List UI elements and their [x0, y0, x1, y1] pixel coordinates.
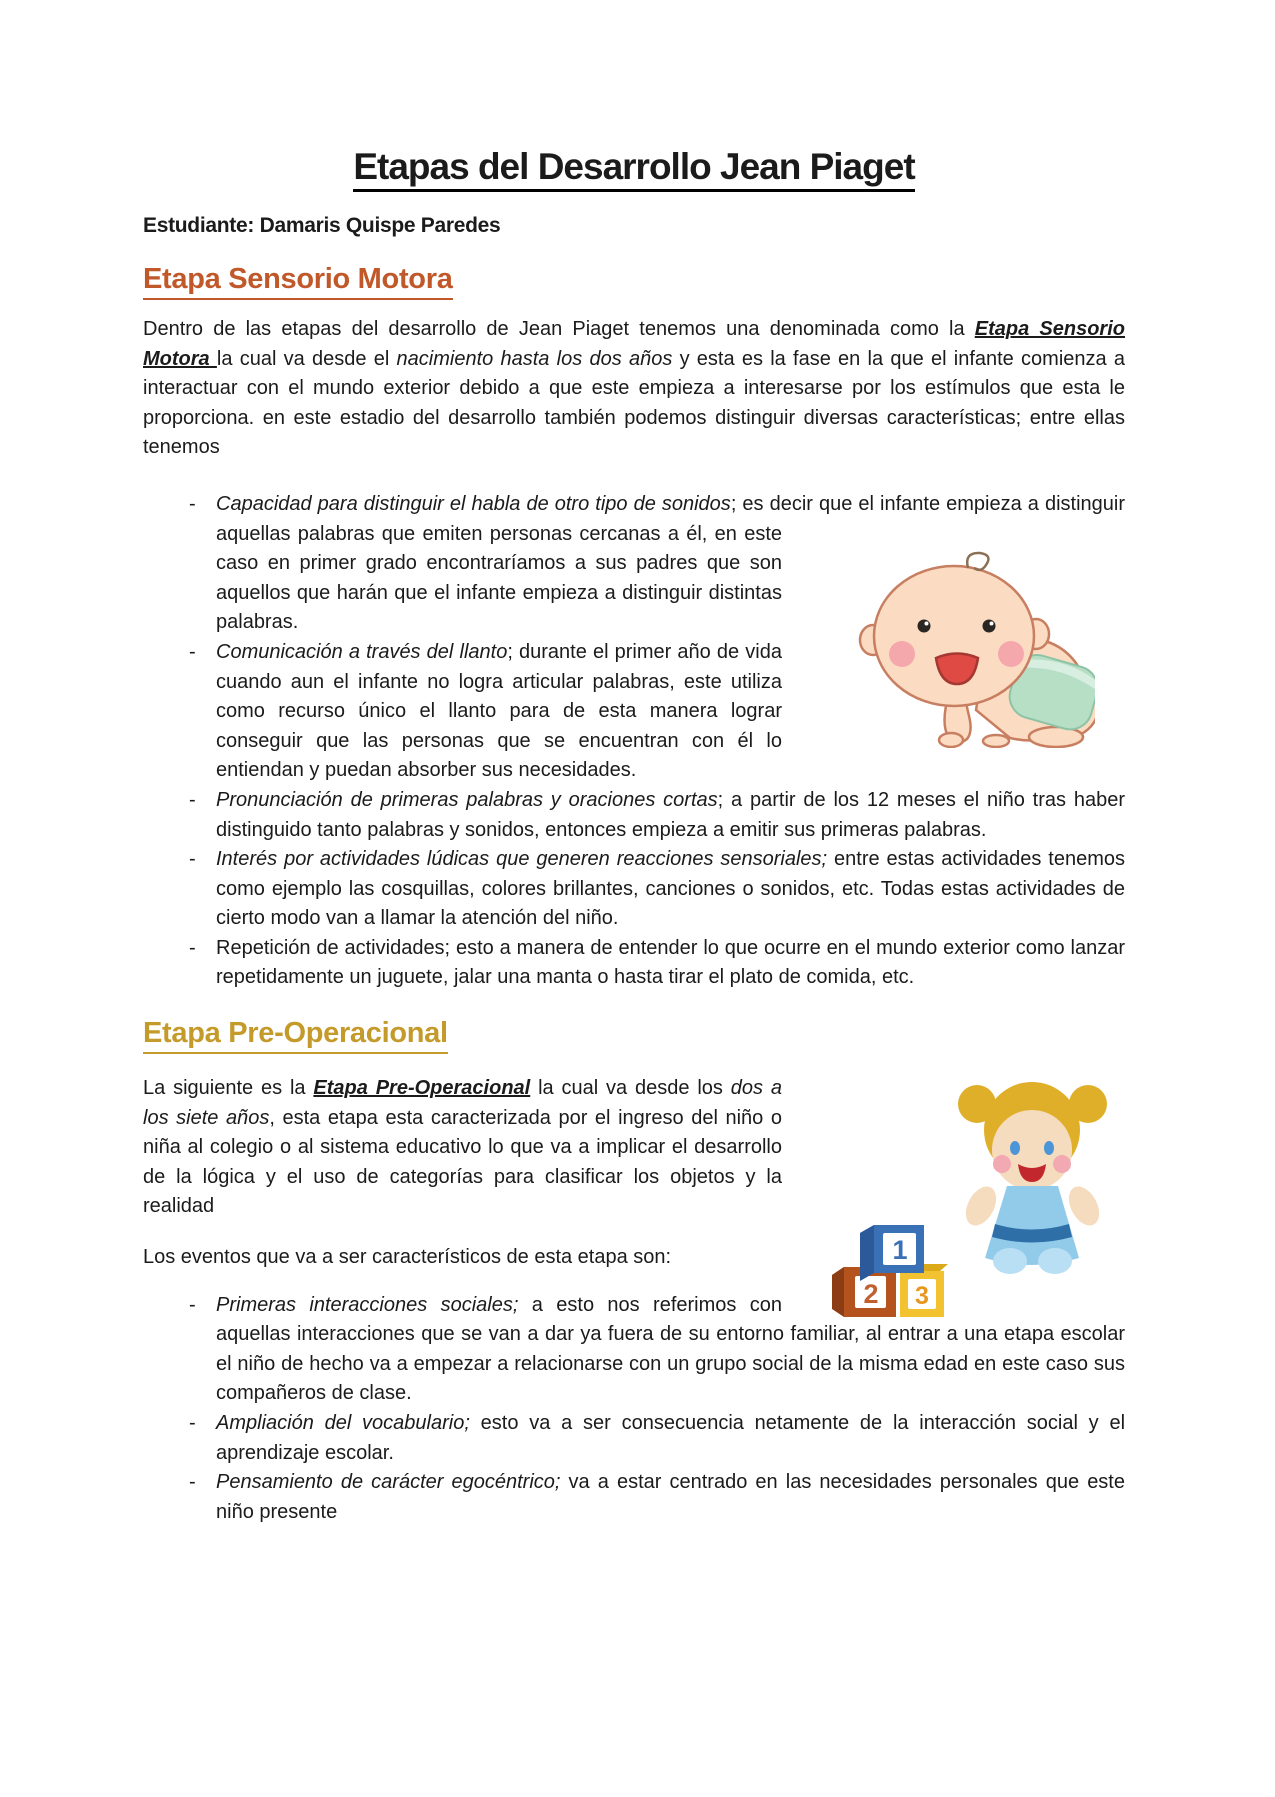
document-page — [0, 146, 1275, 1797]
block-number-2: 2 — [863, 1279, 879, 1310]
section-heading-sensorio-motora — [143, 262, 1125, 300]
dash-bullet-icon: - — [189, 788, 196, 811]
list-item — [143, 786, 1125, 845]
text-run: va a estar centrado en las necesidades personales que este niño presente — [216, 1471, 1125, 1523]
dash-bullet-icon: - — [189, 640, 196, 663]
list-item — [143, 1291, 1125, 1409]
block-number-3: 3 — [915, 1282, 929, 1311]
text-run-italic: Pronunciación de primeras palabras y oraciones cortas — [216, 788, 718, 811]
text-run-italic: Comunicación a través del llanto — [216, 640, 508, 663]
list-item — [143, 934, 1125, 993]
text-run: La siguiente es la — [143, 1077, 314, 1100]
list-item — [143, 845, 1125, 934]
text-run-italic: Ampliación del vocabulario; — [216, 1412, 470, 1434]
section-heading-pre-operacional — [143, 1016, 1125, 1054]
dash-bullet-icon: - — [189, 1471, 196, 1494]
text-run-italic: nacimiento hasta los dos años — [396, 347, 673, 370]
dash-bullet-icon: - — [189, 492, 196, 515]
text-run: a esto nos referimos con aquellas interacciones que se van a dar ya fuera de su entorno familiar, al entrar a una etapa escolar el niño de hecho va a empezar a relacionarse con un grupo social de la misma edad en este caso sus compañeros de clase. — [216, 1293, 1125, 1405]
text-run: la cual va desde los — [530, 1077, 731, 1100]
block-number-1: 1 — [892, 1235, 908, 1266]
text-run: esto va a ser consecuencia netamente de la interacción social y el aprendizaje escolar. — [216, 1412, 1126, 1464]
text-run: ; es decir que el infante empieza a distinguir aquellas palabras que emiten personas cercanas a él, en este caso en primer grado encontraríamos a sus padres que son aquellos que harán que el infante empieza a distinguir distintas palabras. — [216, 492, 1126, 634]
text-run: entre estas actividades tenemos como ejemplo las cosquillas, colores brillantes, canciones o sonidos, etc. Todas estas actividades de cierto modo van a llamar la atención del niño. — [216, 848, 1125, 930]
preoperacional-bullet-list — [143, 1291, 1125, 1528]
girl-doll-image — [955, 1072, 1110, 1277]
page-title — [143, 146, 1125, 188]
sensorio-intro-paragraph — [143, 315, 1125, 463]
text-run-bold-italic: Etapa Sensorio Motora — [143, 318, 1125, 370]
sensorio-bullet-list — [143, 490, 1125, 993]
list-item — [143, 490, 1125, 638]
doll-and-blocks-illustration — [782, 1074, 1125, 1314]
text-run: ; a partir de los 12 meses el niño tras haber distinguido tanto palabras y sonidos, entonces empieza a emitir sus primeras palabras. — [216, 788, 1125, 841]
text-run-italic: dos a los siete años — [143, 1077, 782, 1129]
page-title-text: Etapas del Desarrollo Jean Piaget — [353, 146, 914, 192]
student-name-line: Estudiante: Damaris Quispe Paredes — [143, 214, 501, 237]
text-run: la cual va desde el — [216, 347, 397, 370]
text-run: Repetición de actividades; esto a manera de entender lo que ocurre en el mundo exterior como lanzar repetidamente un juguete, jalar una manta o hasta tirar el plato de comida, etc. — [216, 936, 1125, 989]
text-run-italic: Pensamiento de carácter egocéntrico; — [216, 1471, 561, 1494]
text-run: Dentro de las etapas del desarrollo de Jean Piaget tenemos una denominada como la — [143, 318, 975, 340]
list-item — [143, 638, 1125, 786]
dash-bullet-icon: - — [189, 1293, 196, 1316]
text-run-bold-italic: Etapa Pre-Operacional — [313, 1077, 531, 1100]
text-run: ; durante el primer año de vida cuando aun el infante no logra articular palabras, este utiliza como recurso único el llanto para de esta manera lograr conseguir que las personas que se encuentran con él lo entiendan y puedan absorber sus necesidades. — [216, 640, 782, 782]
text-run-italic: Capacidad para distinguir el habla de otro tipo de sonidos — [216, 492, 731, 515]
document-body — [0, 146, 1275, 1527]
text-run: , esta etapa esta caracterizada por el ingreso del niño o niña al colegio o al sistema educativo lo que va a implicar el desarrollo de la lógica y el uso de categorías para clasificar los objetos y la realidad — [143, 1106, 783, 1218]
text-run: y esta es la fase en la que el infante comienza a interactuar con el mundo exterior debido a que este empieza a interesarse por los estímulos que esta le proporciona. en este estadio del desarrollo también podemos distinguir diversas características; entre ellas tenemos — [143, 347, 1125, 459]
heading-text: Etapa Pre-Operacional — [143, 1016, 448, 1054]
heading-text: Etapa Sensorio Motora — [143, 262, 453, 300]
text-run-italic: Interés por actividades lúdicas que generen reacciones sensoriales; — [216, 848, 828, 871]
events-intro-line: Los eventos que va a ser característicos de esta etapa son: — [143, 1246, 672, 1269]
text-run-italic: Primeras interacciones sociales; — [216, 1293, 519, 1316]
dash-bullet-icon: - — [189, 936, 196, 959]
list-item — [143, 1409, 1125, 1468]
list-item — [143, 1468, 1125, 1527]
dash-bullet-icon: - — [189, 1412, 196, 1434]
dash-bullet-icon: - — [189, 848, 196, 871]
